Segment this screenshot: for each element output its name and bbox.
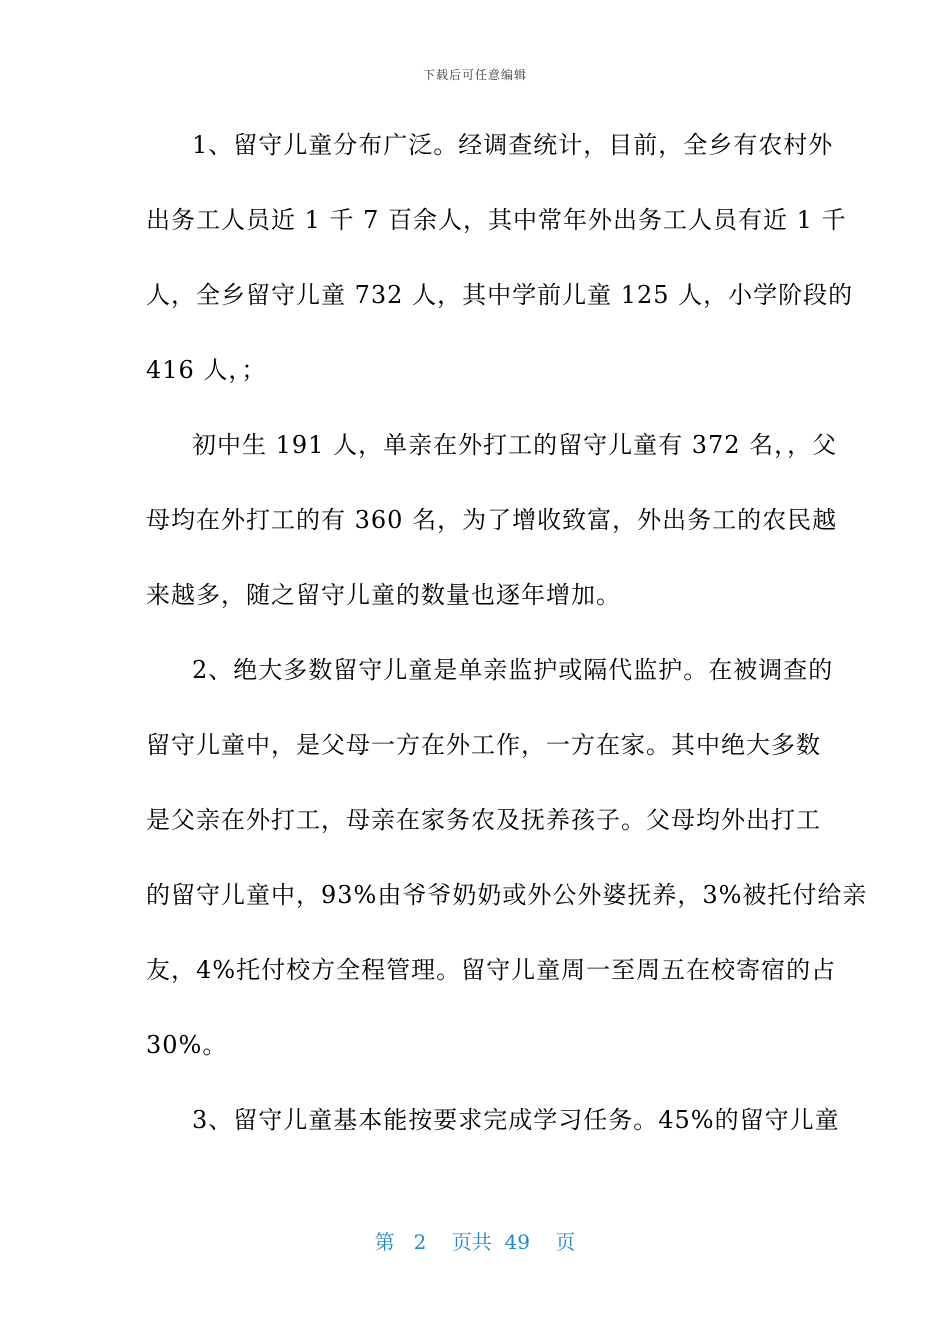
page-footer <box>0 1226 950 1255</box>
paragraph-line: 母均在外打工的有 360 名，为了增收致富，外出务工的农民越 <box>146 506 838 534</box>
page-current-number: 2 <box>413 1230 427 1254</box>
page-label-prefix: 第 <box>374 1230 395 1254</box>
header-note: 下载后可任意编辑 <box>422 68 527 82</box>
paragraph-line: 来越多，随之留守儿童的数量也逐年增加。 <box>146 581 621 609</box>
paragraph-line: 416 人，； <box>146 356 267 384</box>
paragraph-line: 友，4%托付校方全程管理。留守儿童周一至周五在校寄宿的占 <box>146 956 837 984</box>
paragraph-line: 是父亲在外打工，母亲在家务农及抚养孩子。父母均外出打工 <box>146 806 821 834</box>
paragraph-line: 2、绝大多数留守儿童是单亲监护或隔代监护。在被调查的 <box>192 656 834 684</box>
paragraph-line: 出务工人员近 1 千 7 百余人，其中常年外出务工人员有近 1 千 <box>146 206 847 234</box>
paragraph-line: 初中生 191 人，单亲在外打工的留守儿童有 372 名，，父 <box>192 431 838 459</box>
page-total-number: 49 <box>504 1230 530 1254</box>
page-label-suffix: 页 <box>555 1230 576 1254</box>
page-label-mid: 页共 <box>451 1230 492 1254</box>
paragraph-line: 30%。 <box>146 1031 228 1059</box>
paragraph-line: 的留守儿童中，93%由爷爷奶奶或外公外婆抚养，3%被托付给亲 <box>146 881 868 909</box>
paragraph-line: 人，全乡留守儿童 732 人，其中学前儿童 125 人，小学阶段的 <box>146 281 854 309</box>
paragraph-line: 1、留守儿童分布广泛。经调查统计，目前，全乡有农村外 <box>192 131 834 159</box>
paragraph-line: 3、留守儿童基本能按要求完成学习任务。45%的留守儿童 <box>192 1106 840 1134</box>
paragraph-line: 留守儿童中，是父母一方在外工作，一方在家。其中绝大多数 <box>146 731 821 759</box>
